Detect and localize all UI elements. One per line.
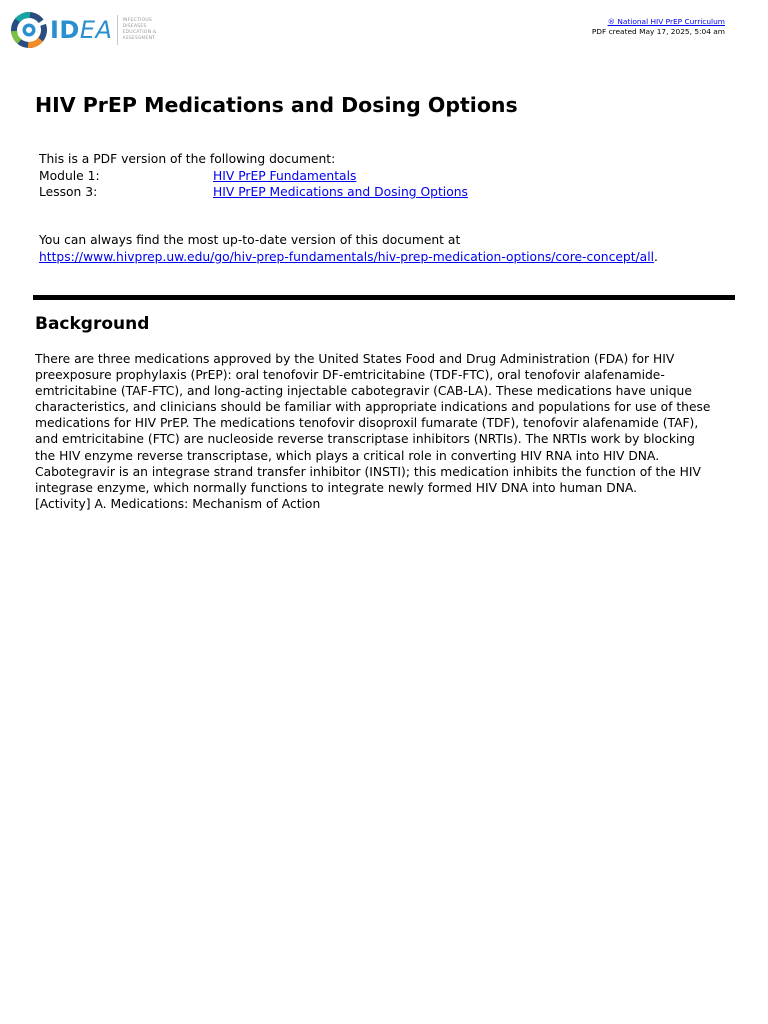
meta-module-row [39, 168, 468, 185]
page-title: HIV PrEP Medications and Dosing Options [35, 93, 518, 117]
paragraph-line: medications for HIV PrEP. The medications tenofovir disoproxil fumarate (TDF), tenofovir alafenamide (TAF), [35, 416, 699, 431]
pdf-created-text: PDF created May 17, 2025, 5:04 am [591, 27, 725, 36]
logo-tagline [122, 18, 156, 41]
paragraph-line: Cabotegravir is an integrase strand transfer inhibitor (INSTI); this medication inhibits the function of the HIV [35, 464, 701, 479]
section-divider [33, 295, 735, 300]
logo-tagline-line: DISEASES [122, 24, 147, 30]
idea-logo [10, 11, 157, 49]
paragraph-line: the HIV enzyme reverse transcriptase, which plays a critical role in converting HIV RNA into HIV DNA. [35, 448, 660, 463]
page-header [0, 0, 768, 60]
module-label: Module 1: [39, 168, 100, 183]
meta-intro-text: This is a PDF version of the following document: [39, 152, 336, 166]
curriculum-link[interactable]: ® National HIV PrEP Curriculum [607, 17, 725, 26]
logo-wordmark [50, 11, 112, 49]
paragraph-line: There are three medications approved by the United States Food and Drug Administration (FDA) for HIV [35, 352, 675, 366]
logo-word-ea: EA [79, 16, 113, 44]
paragraph-line: preexposure prophylaxis (PrEP): oral tenofovir DF-emtricitabine (TDF-FTC), oral tenofovir alafenamide- [35, 368, 665, 383]
logo-tagline-line: INFECTIOUS [122, 18, 153, 24]
section-heading-background: Background [35, 314, 150, 334]
uptodate-text: You can always find the most up-to-date version of this document at [39, 233, 461, 247]
uptodate-period: . [654, 249, 658, 264]
meta-lesson-row [39, 184, 468, 201]
uptodate-url-link[interactable]: https://www.hivprep.uw.edu/go/hiv-prep-fundamentals/hiv-prep-medication-options/core-concept/all [39, 249, 655, 264]
uptodate-notice [39, 232, 658, 265]
header-info [592, 17, 725, 37]
paragraph-line: and emtricitabine (FTC) are nucleoside reverse transcriptase inhibitors (NRTIs). The NRTIs work by blocking [35, 432, 695, 447]
paragraph-line: characteristics, and clinicians should be familiar with appropriate indications and populations for use of these [35, 400, 711, 415]
meta-intro-row [39, 151, 468, 168]
logo-tagline-line: EDUCATION & [122, 30, 157, 35]
paragraph-line: emtricitabine (TAF-FTC), and long-acting injectable cabotegravir (CAB-LA). These medications have unique [35, 384, 692, 399]
logo-divider [117, 15, 118, 45]
module-link[interactable]: HIV PrEP Fundamentals [213, 168, 357, 183]
lesson-label: Lesson 3: [39, 185, 98, 199]
idea-logo-mark-icon [10, 11, 48, 49]
logo-tagline-line: ASSESSMENT [122, 35, 156, 41]
lesson-link[interactable]: HIV PrEP Medications and Dosing Options [213, 185, 468, 199]
background-paragraph [35, 351, 735, 512]
logo-word-id: ID [50, 16, 80, 44]
document-meta [39, 151, 468, 201]
activity-line: [Activity] A. Medications: Mechanism of Action [35, 496, 321, 511]
paragraph-line: integrase enzyme, which normally functions to integrate newly formed HIV DNA into human DNA. [35, 480, 638, 495]
